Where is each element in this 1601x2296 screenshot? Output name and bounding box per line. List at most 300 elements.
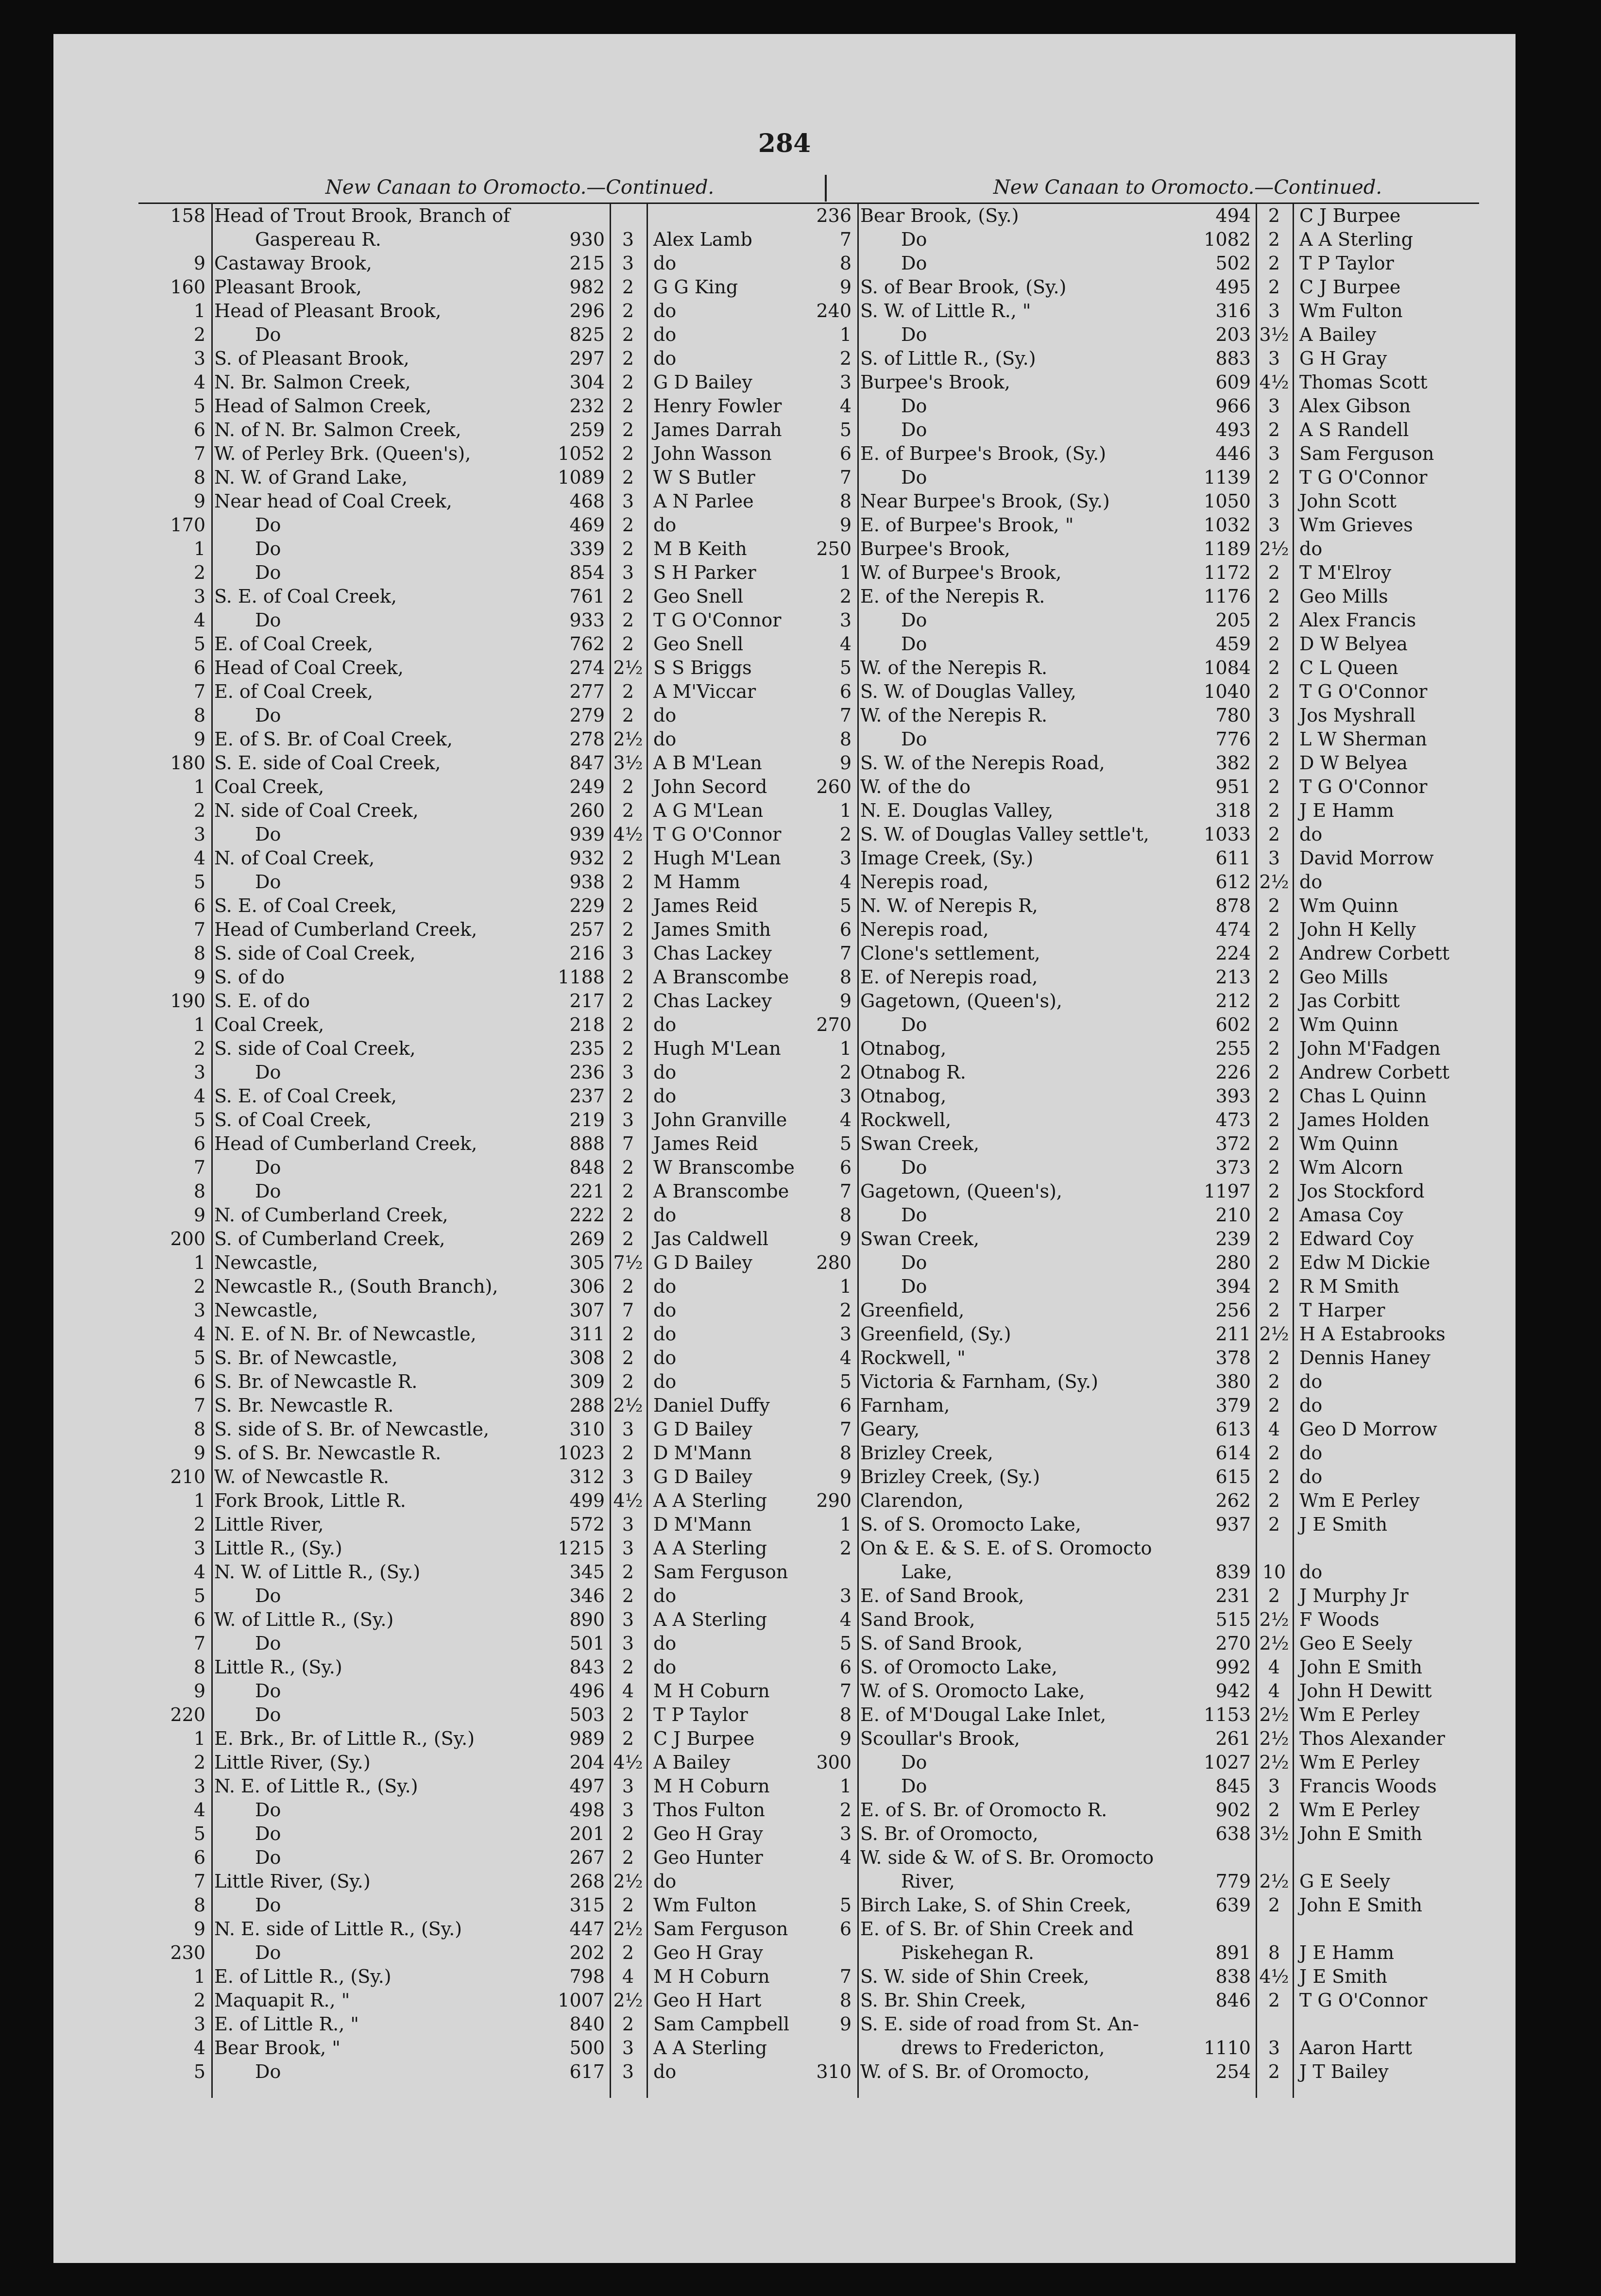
acres-value: 902 (1215, 1799, 1251, 1821)
table-row (780, 537, 1479, 561)
years-value: 2½ (1259, 538, 1289, 559)
lot-number: 6 (839, 1918, 852, 1940)
years-value: 2 (622, 276, 634, 298)
acres-value: 1023 (558, 1442, 605, 1464)
table-row (780, 1941, 1479, 1965)
lot-number: 8 (193, 467, 205, 488)
owner-name: do (653, 1347, 677, 1368)
table-row (138, 1989, 838, 2012)
years-value: 2 (622, 1442, 634, 1464)
place-description: Piskehegan R. (901, 1942, 1034, 1963)
acres-value: 311 (569, 1323, 605, 1345)
acres-value: 211 (1215, 1323, 1251, 1345)
years-value: 2 (622, 776, 634, 797)
right-column (780, 172, 1479, 2098)
owner-name: T M'Elroy (1299, 562, 1392, 583)
place-description: Image Creek, (Sy.) (860, 847, 1034, 869)
years-value: 2 (1268, 1395, 1280, 1416)
owner-name: J E Smith (1299, 1966, 1388, 1987)
acres-value: 1032 (1204, 514, 1251, 536)
table-row (138, 656, 838, 680)
years-value: 2½ (613, 1918, 643, 1940)
lot-number: 5 (839, 419, 852, 440)
table-row (138, 1941, 838, 1965)
table-row (780, 442, 1479, 466)
acres-value (551, 204, 610, 228)
acres-value: 501 (569, 1633, 605, 1654)
table-row (138, 537, 838, 561)
place-description: N. Br. Salmon Creek, (214, 371, 411, 393)
years-value: 3 (1268, 705, 1280, 726)
owner-name: A N Parlee (653, 490, 754, 512)
acres-value: 933 (569, 609, 605, 631)
owner-name: A Branscombe (653, 1181, 789, 1202)
years-value: 2 (1268, 276, 1280, 298)
place-description: Do (255, 1633, 281, 1654)
years-value: 2 (1268, 800, 1280, 821)
acres-value: 315 (569, 1894, 605, 1916)
table-row (780, 918, 1479, 942)
table-row (780, 513, 1479, 537)
years-value: 3½ (1259, 324, 1289, 345)
lot-number: 6 (839, 1656, 852, 1678)
owner-name: G D Bailey (653, 371, 752, 393)
place-description: S. of Coal Creek, (214, 1109, 372, 1131)
table-row (780, 2036, 1479, 2060)
table-row (138, 823, 838, 846)
place-description: Do (255, 705, 281, 726)
acres-value: 394 (1215, 1276, 1251, 1297)
acres-value: 1050 (1204, 490, 1251, 512)
years-value: 2 (1268, 919, 1280, 940)
acres-value: 296 (569, 300, 605, 321)
place-description: E. of Burpee's Brook, (Sy.) (860, 443, 1107, 464)
document-page (53, 34, 1516, 2263)
years-value: 2 (622, 300, 634, 321)
place-description: S. of Sand Brook, (860, 1633, 1023, 1654)
years-value: 2 (1268, 205, 1280, 226)
acres-value: 500 (569, 2037, 605, 2059)
owner-name: Geo H Gray (653, 1823, 763, 1844)
place-description: S. of Bear Brook, (Sy.) (860, 276, 1067, 298)
lot-number: 4 (839, 871, 852, 893)
owner-name: John E Smith (1299, 1894, 1422, 1916)
table-row (138, 418, 838, 442)
years-value: 2 (1268, 943, 1280, 964)
acres-value: 308 (569, 1347, 605, 1368)
table-row (780, 2060, 1479, 2084)
owner-name: do (653, 1371, 677, 1392)
years-value: 2 (622, 609, 634, 631)
table-row (780, 1037, 1479, 1061)
years-value: 2 (1268, 1585, 1280, 1606)
years-value: 2 (622, 1276, 634, 1297)
years-value: 2 (622, 1823, 634, 1844)
years-value: 3 (1268, 514, 1280, 536)
table-row (138, 1774, 838, 1798)
place-description: Do (255, 1585, 281, 1606)
acres-value: 1215 (558, 1537, 605, 1559)
owner-name: James Darrah (653, 419, 782, 440)
lot-number: 8 (839, 1204, 852, 1226)
owner-name: John E Smith (1299, 1656, 1422, 1678)
acres-value: 843 (569, 1656, 605, 1678)
lot-number: 8 (193, 1656, 205, 1678)
lot-number: 3 (839, 609, 852, 631)
owner-name: Sam Ferguson (1299, 443, 1434, 464)
acres-value: 346 (569, 1585, 605, 1606)
years-value: 2 (1268, 1799, 1280, 1821)
place-description: Do (255, 1823, 281, 1844)
acres-value: 613 (1215, 1418, 1251, 1440)
lot-number: 8 (839, 1990, 852, 2011)
place-description: S. Br. Newcastle R. (214, 1395, 394, 1416)
lot-number (138, 228, 211, 252)
acres-value: 318 (1215, 800, 1251, 821)
years-value: 3 (1268, 1775, 1280, 1797)
acres-value: 216 (569, 943, 605, 964)
table-row (138, 1870, 838, 1893)
table-row (138, 1441, 838, 1465)
lot-number: 8 (193, 705, 205, 726)
place-description: S. side of S. Br. of Newcastle, (214, 1418, 490, 1440)
lot-number: 6 (839, 681, 852, 702)
table-row (138, 704, 838, 727)
acres-value: 217 (569, 990, 605, 1012)
lot-number: 8 (839, 728, 852, 750)
owner-name: M H Coburn (653, 1680, 770, 1702)
owner-name: do (653, 1585, 677, 1606)
table-row (138, 394, 838, 418)
table-row (138, 1251, 838, 1275)
lot-number: 6 (193, 1609, 205, 1630)
table-row (780, 1822, 1479, 1846)
lot-number: 236 (816, 205, 852, 226)
owner-name: A A Sterling (653, 2037, 767, 2059)
owner-name: John H Dewitt (1299, 1680, 1432, 1702)
table-row (780, 846, 1479, 870)
table-row (780, 275, 1479, 299)
years-value: 2 (1268, 1204, 1280, 1226)
acres-value (1197, 1846, 1256, 1870)
acres-value: 262 (1215, 1490, 1251, 1511)
acres-value: 279 (569, 705, 605, 726)
table-row (138, 775, 838, 799)
lot-number: 2 (193, 1038, 205, 1059)
table-row (138, 870, 838, 894)
table-row (138, 347, 838, 371)
table-row (780, 1346, 1479, 1370)
table-row (138, 299, 838, 323)
owner-name: M Hamm (653, 871, 740, 893)
owner-name: do (653, 514, 677, 536)
place-description: Fork Brook, Little R. (214, 1490, 406, 1511)
owner-name: Jos Stockford (1299, 1181, 1425, 1202)
years-value: 2 (1268, 229, 1280, 250)
table-row (138, 989, 838, 1013)
lot-number: 6 (839, 1157, 852, 1178)
lot-number: 9 (193, 490, 205, 512)
owner-name: James Reid (653, 895, 758, 916)
lot-number: 8 (193, 943, 205, 964)
place-description: W. of the do (860, 776, 971, 797)
owner-name: John Secord (653, 776, 767, 797)
acres-value: 638 (1215, 1823, 1251, 1844)
years-value: 2 (622, 419, 634, 440)
years-value: 2½ (1259, 1633, 1289, 1654)
lot-number: 6 (193, 1133, 205, 1154)
years-value: 3 (1268, 490, 1280, 512)
years-value: 2 (622, 371, 634, 393)
lot-number: 2 (193, 1752, 205, 1773)
acres-value: 231 (1215, 1585, 1251, 1606)
acres-value: 878 (1215, 895, 1251, 916)
owner-name: do (653, 1062, 677, 1083)
place-description: N. E. of Little R., (Sy.) (214, 1775, 418, 1797)
table-row (780, 490, 1479, 513)
years-value: 10 (1262, 1561, 1286, 1583)
place-description: Otnabog R. (860, 1062, 966, 1083)
years-value: 2 (622, 990, 634, 1012)
years-value: 2 (1268, 1157, 1280, 1178)
place-description: Victoria & Farnham, (Sy.) (860, 1371, 1098, 1392)
years-value: 3 (622, 1633, 634, 1654)
table-row (780, 1394, 1479, 1418)
years-value: 7 (622, 1133, 634, 1154)
owner-name: Wm E Perley (1299, 1490, 1420, 1511)
place-description: Greenfield, (860, 1300, 965, 1321)
table-row (780, 1132, 1479, 1156)
years-value: 2 (622, 395, 634, 417)
years-value: 3 (622, 1799, 634, 1821)
years-value: 2½ (613, 1395, 643, 1416)
lot-number: 4 (193, 1561, 205, 1583)
place-description: S. E. of Coal Creek, (214, 586, 397, 607)
place-description: S. of Oromocto Lake, (860, 1656, 1057, 1678)
lot-number: 220 (170, 1704, 205, 1725)
owner-name: A G M'Lean (653, 800, 764, 821)
place-description: On & E. & S. E. of S. Oromocto (860, 1537, 1152, 1559)
table-row (780, 1608, 1479, 1632)
place-description: Do (255, 1799, 281, 1821)
years-value: 2½ (613, 657, 643, 678)
owner-name: Geo H Hart (653, 1990, 762, 2011)
owner-name: G G King (653, 276, 738, 298)
acres-value: 495 (1215, 276, 1251, 298)
owner-name: John Wasson (653, 443, 772, 464)
table-row (138, 1108, 838, 1132)
acres-value: 762 (569, 633, 605, 655)
owner-name: T G O'Connor (1299, 1990, 1428, 2011)
owner-name: L W Sherman (1299, 728, 1427, 750)
table-row (780, 704, 1479, 727)
acres-value: 306 (569, 1276, 605, 1297)
lot-number: 2 (193, 324, 205, 345)
years-value: 2 (622, 586, 634, 607)
table-row (138, 1632, 838, 1655)
owner-name: James Holden (1299, 1109, 1430, 1131)
place-description: Greenfield, (Sy.) (860, 1323, 1011, 1345)
years-value: 2 (1268, 1300, 1280, 1321)
table-row (138, 252, 838, 275)
lot-number (780, 2036, 857, 2060)
lot-number: 2 (839, 348, 852, 369)
table-row (780, 1513, 1479, 1536)
lot-number: 2 (839, 1300, 852, 1321)
owner-name: W S Butler (653, 467, 755, 488)
acres-value: 1082 (1204, 229, 1251, 250)
owner-name: do (1299, 1395, 1323, 1416)
acres-value: 498 (569, 1799, 605, 1821)
years-value: 4½ (613, 824, 643, 845)
acres-value: 270 (1215, 1633, 1251, 1654)
table-row (138, 1965, 838, 1989)
lot-number: 9 (839, 1466, 852, 1487)
place-description: W. of S. Oromocto Lake, (860, 1680, 1085, 1702)
acres-value: 473 (1215, 1109, 1251, 1131)
place-description: Head of Cumberland Creek, (214, 919, 477, 940)
owner-name: do (1299, 1442, 1323, 1464)
place-description: Head of Salmon Creek, (214, 395, 432, 417)
years-value: 4½ (613, 1490, 643, 1511)
acres-value: 839 (1215, 1561, 1251, 1583)
place-description: S. Br. of Newcastle R. (214, 1371, 418, 1392)
owner-name: J E Hamm (1299, 800, 1394, 821)
acres-value: 615 (1215, 1466, 1251, 1487)
acres-value: 205 (1215, 609, 1251, 631)
lot-number: 1 (193, 1966, 205, 1987)
years-value: 4½ (613, 1752, 643, 1773)
lot-number: 4 (839, 1847, 852, 1868)
owner-name: Hugh M'Lean (653, 1038, 781, 1059)
place-description: E. of S. Br. of Coal Creek, (214, 728, 453, 750)
table-row (138, 1560, 838, 1584)
acres-value: 1188 (558, 966, 605, 988)
table-row (780, 775, 1479, 799)
table-row (138, 1489, 838, 1513)
table-row (138, 1370, 838, 1394)
place-description: N. E. Douglas Valley, (860, 800, 1054, 821)
years-value: 3 (1268, 348, 1280, 369)
table-row (138, 228, 838, 252)
acres-value: 838 (1215, 1966, 1251, 1987)
owner-name: H A Estabrooks (1299, 1323, 1446, 1345)
years-value: 2 (622, 1204, 634, 1226)
years-value: 2 (622, 871, 634, 893)
owner-name: do (653, 705, 677, 726)
place-description: Head of Coal Creek, (214, 657, 404, 678)
lot-number: 1 (839, 1514, 852, 1535)
years-value (1256, 1917, 1293, 1941)
place-description: W. of Burpee's Brook, (860, 562, 1062, 583)
place-description: W. of the Nerepis R. (860, 705, 1048, 726)
owner-name: John Scott (1299, 490, 1397, 512)
lot-number: 1 (193, 1728, 205, 1749)
acres-value: 937 (1215, 1514, 1251, 1535)
place-description: Brizley Creek, (860, 1442, 993, 1464)
acres-value: 277 (569, 681, 605, 702)
owner-name: do (653, 253, 677, 274)
acres-value: 218 (569, 1014, 605, 1035)
owner-name: do (1299, 1561, 1323, 1583)
lot-number: 3 (193, 1775, 205, 1797)
place-description: Do (901, 1752, 927, 1773)
years-value: 2 (622, 514, 634, 536)
years-value: 2 (622, 1656, 634, 1678)
place-description: S. of do (214, 966, 285, 988)
owner-name: Thomas Scott (1299, 371, 1428, 393)
table-row (138, 1084, 838, 1108)
lot-number: 7 (839, 1181, 852, 1202)
years-value: 2 (622, 538, 634, 559)
place-description: Do (901, 633, 927, 655)
table-row (138, 1536, 838, 1560)
table-row (780, 894, 1479, 918)
owner-name: Wm Quinn (1299, 1133, 1398, 1154)
place-description: Head of Trout Brook, Branch of (214, 205, 510, 226)
table-row (780, 1061, 1479, 1084)
place-description: Do (255, 562, 281, 583)
years-value: 4½ (1259, 1966, 1289, 1987)
owner-name: Dennis Haney (1299, 1347, 1431, 1368)
owner-name: D W Belyea (1299, 633, 1408, 655)
place-description: S. side of Coal Creek, (214, 1038, 416, 1059)
lot-number: 300 (816, 1752, 852, 1773)
owner-name: F Woods (1299, 1609, 1380, 1630)
place-description: E. of Sand Brook, (860, 1585, 1024, 1606)
place-description: Farnham, (860, 1395, 950, 1416)
place-description: Bear Brook, (Sy.) (860, 205, 1019, 226)
owner-name: John E Smith (1299, 1823, 1422, 1844)
place-description: Do (901, 728, 927, 750)
place-description: E. of the Nerepis R. (860, 586, 1045, 607)
table-row (780, 1870, 1479, 1893)
table-row (780, 799, 1479, 823)
owner-name: R M Smith (1299, 1276, 1399, 1297)
years-value: 2 (622, 1228, 634, 1249)
acres-value: 1027 (1204, 1752, 1251, 1773)
owner-name: do (653, 1656, 677, 1678)
lot-number: 250 (816, 538, 852, 559)
acres-value: 261 (1215, 1728, 1251, 1749)
lot-number: 2 (839, 586, 852, 607)
acres-value: 474 (1215, 919, 1251, 940)
lot-number: 3 (839, 1585, 852, 1606)
years-value: 4½ (1259, 371, 1289, 393)
lot-number: 9 (193, 728, 205, 750)
table-row (780, 1370, 1479, 1394)
owner-name (1293, 1917, 1479, 1941)
owner-name: G H Gray (1299, 348, 1387, 369)
years-value: 3 (622, 1062, 634, 1083)
years-value: 2 (622, 847, 634, 869)
owner-name: Wm Alcorn (1299, 1157, 1403, 1178)
place-description: Gaspereau R. (255, 229, 381, 250)
lot-number: 6 (193, 1371, 205, 1392)
acres-value: 845 (1215, 1775, 1251, 1797)
table-row (780, 1679, 1479, 1703)
owner-name: do (653, 1014, 677, 1035)
table-row (780, 1489, 1479, 1513)
lot-number: 3 (193, 1062, 205, 1083)
acres-value: 267 (569, 1847, 605, 1868)
owner-name: Jas Corbitt (1299, 990, 1400, 1012)
owner-name: Wm Quinn (1299, 1014, 1398, 1035)
owner-name: James Reid (653, 1133, 758, 1154)
owner-name: Geo Hunter (653, 1847, 763, 1868)
left-column (138, 172, 838, 2098)
place-description: E. of S. Br. of Oromocto R. (860, 1799, 1107, 1821)
